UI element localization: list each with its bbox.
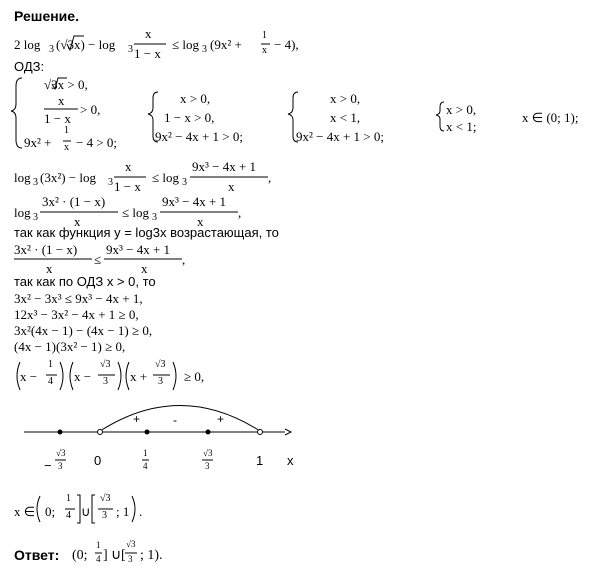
factor-2-text: x − xyxy=(74,369,92,384)
solution-a-num: 1 xyxy=(66,493,71,504)
big-paren xyxy=(173,362,176,390)
brace-left xyxy=(436,102,444,131)
line-2: 12x³ − 3x² − 4x + 1 ≥ 0, xyxy=(14,307,139,322)
label-quarter-den: 4 xyxy=(143,461,148,471)
step3-frac-b-den: x xyxy=(141,261,148,276)
solution-b-num: √3 xyxy=(100,493,111,504)
label-x-axis: x xyxy=(287,453,294,468)
big-paren xyxy=(17,362,20,390)
note-monotonic: так как функция у = log3x возрастающая, то xyxy=(14,225,279,240)
line-1: 3x² − 3x³ ≤ 9x³ − 4x + 1, xyxy=(14,291,143,306)
brace-left xyxy=(288,92,298,142)
ineq-end: − 4), xyxy=(274,37,299,52)
step1-sub-b: 3 xyxy=(108,177,113,188)
step1-sub-c: 3 xyxy=(182,177,187,188)
ineq-frac-b-num: x xyxy=(145,26,152,41)
answer-b-den: 3 xyxy=(128,554,133,564)
sign-1: + xyxy=(133,412,141,426)
sys1-row-1: √3x > 0, xyxy=(44,77,88,92)
ineq-sub-b: 3 xyxy=(128,44,133,55)
step2-frac-a-num: 3x² · (1 − x) xyxy=(42,194,106,209)
solution-a-den: 4 xyxy=(66,510,71,521)
label-sqrt3-3-num: √3 xyxy=(203,448,213,458)
step2-end: , xyxy=(238,205,242,220)
odz-label: ОДЗ: xyxy=(14,59,45,74)
big-paren xyxy=(118,362,121,390)
point-sqrt3-3 xyxy=(206,430,211,435)
label-neg-sqrt3-3-den: 3 xyxy=(58,461,63,471)
radical-sign xyxy=(67,36,84,50)
radical-sign xyxy=(52,78,67,89)
big-paren xyxy=(126,362,129,390)
ineq-sub-a: 3 xyxy=(49,44,54,55)
step1-frac-b-den: 1 − x xyxy=(114,179,141,194)
sys1-row-2-num: x xyxy=(58,93,65,108)
step1-sub-a: 3 xyxy=(33,177,38,188)
answer-label: Ответ: xyxy=(14,547,60,563)
step2-log-a: log xyxy=(14,205,31,220)
factor-1-text: x − xyxy=(20,369,38,384)
factor-3-text: x + xyxy=(130,369,148,384)
step2-frac-c-den: x xyxy=(197,214,204,229)
answer-b-open: [ xyxy=(121,548,126,563)
solution-b-den: 3 xyxy=(102,510,107,521)
big-bracket xyxy=(92,495,95,523)
ineq-sub-c: 3 xyxy=(202,44,207,55)
step2-log-c: ≤ log xyxy=(122,205,149,220)
sys3-row-1: x > 0, xyxy=(330,91,361,106)
ineq-arg-a: (√3x) − log xyxy=(56,37,116,52)
ineq-frac-b-den: 1 − x xyxy=(134,46,161,61)
ineq-log-a: 2 log xyxy=(14,37,41,52)
answer-a-num: 1 xyxy=(96,540,101,550)
step1-frac-b-num: x xyxy=(125,159,132,174)
sys3-row-3: 9x² − 4x + 1 > 0; xyxy=(296,129,385,144)
ineq-arg-c: (9x² + xyxy=(210,37,242,52)
line-4: (4x − 1)(3x² − 1) ≥ 0, xyxy=(14,339,126,354)
step3-frac-a-den: x xyxy=(46,261,53,276)
sys1-row-2-rel: > 0, xyxy=(80,102,101,117)
sys3-row-2: x < 1, xyxy=(330,110,361,125)
label-zero: 0 xyxy=(94,453,102,468)
solution-union: ∪ xyxy=(81,504,91,519)
domain-result: x ∈ (0; 1); xyxy=(522,110,579,125)
big-paren xyxy=(70,362,73,390)
ineq-frac-c-den: x xyxy=(262,45,267,56)
solution-prefix: x ∈ xyxy=(14,504,36,519)
answer-union: ∪ xyxy=(111,548,122,563)
step3-frac-b-num: 9x³ − 4x + 1 xyxy=(106,242,171,257)
label-one: 1 xyxy=(256,453,264,468)
ineq-frac-c-num: 1 xyxy=(262,30,267,41)
sys1-row-3-den: x xyxy=(64,142,69,153)
sys1-row-3-b: − 4 > 0; xyxy=(76,135,118,150)
step3-rel: ≤ xyxy=(94,252,102,267)
point-quarter xyxy=(145,430,150,435)
sign-2: - xyxy=(173,413,177,427)
solution-heading: Решение. xyxy=(14,8,79,24)
step1-frac-c-den: x xyxy=(228,179,235,194)
line-3: 3x²(4x − 1) − (4x − 1) ≥ 0, xyxy=(14,323,153,338)
big-paren xyxy=(60,362,63,390)
note-odz: так как по ОДЗ х > 0, то xyxy=(14,274,156,289)
answer-a-close: ] xyxy=(103,548,108,563)
step2-sub-a: 3 xyxy=(33,212,38,223)
interval-arc xyxy=(100,406,260,432)
step3-end: , xyxy=(182,252,186,267)
sys2-row-3: 9x² − 4x + 1 > 0; xyxy=(155,129,244,144)
solution-b: ; 1 xyxy=(116,504,130,519)
factor-1-num: 1 xyxy=(48,359,53,370)
factor-3-den: 3 xyxy=(158,376,163,387)
sys4-row-2: x < 1; xyxy=(446,119,477,134)
solution-a: 0; xyxy=(45,504,56,519)
big-paren xyxy=(37,496,40,522)
sys1-row-3-num: 1 xyxy=(64,125,69,136)
ineq-log-c: ≤ log xyxy=(172,37,199,52)
label-sqrt3-3-den: 3 xyxy=(205,461,210,471)
point-neg-sqrt3-3 xyxy=(58,430,63,435)
big-bracket xyxy=(77,495,80,523)
sys1-row-2-den: 1 − x xyxy=(44,111,71,126)
label-neg-sqrt3-3-sign: − xyxy=(44,458,52,473)
step1-log-a: log xyxy=(14,170,31,185)
axis-arrow xyxy=(285,429,291,435)
factor-2-num: √3 xyxy=(100,359,111,370)
factor-1-den: 4 xyxy=(48,376,53,387)
step1-log-c: ≤ log xyxy=(152,170,179,185)
step2-frac-c-num: 9x³ − 4x + 1 xyxy=(162,194,227,209)
step2-frac-a-den: x xyxy=(74,214,81,229)
answer-b-num: √3 xyxy=(126,539,136,549)
label-neg-sqrt3-3-num: √3 xyxy=(56,448,66,458)
sys1-row-3-a: 9x² + xyxy=(24,135,52,150)
step1-arg-a: (3x²) − log xyxy=(40,170,96,185)
answer-a-den: 4 xyxy=(96,554,101,564)
sys4-row-1: x > 0, xyxy=(446,102,477,117)
step3-frac-a-num: 3x² · (1 − x) xyxy=(14,242,78,257)
sign-3: + xyxy=(217,412,225,426)
step2-sub-c: 3 xyxy=(152,212,157,223)
sys2-row-1: x > 0, xyxy=(180,91,211,106)
step1-end: , xyxy=(268,170,272,185)
answer-a: (0; xyxy=(72,548,88,563)
sys2-row-2: 1 − x > 0, xyxy=(164,110,215,125)
solution-end: . xyxy=(139,504,143,519)
factored-rel: ≥ 0, xyxy=(184,369,205,384)
point-one-open xyxy=(258,430,263,435)
label-quarter-num: 1 xyxy=(143,448,148,458)
answer-b: ; 1). xyxy=(140,548,163,563)
brace-left xyxy=(11,78,22,148)
factor-3-num: √3 xyxy=(155,359,166,370)
point-zero-open xyxy=(98,430,103,435)
brace-left xyxy=(148,92,158,142)
step1-frac-c-num: 9x³ − 4x + 1 xyxy=(192,159,257,174)
big-paren xyxy=(132,496,135,522)
factor-2-den: 3 xyxy=(103,376,108,387)
